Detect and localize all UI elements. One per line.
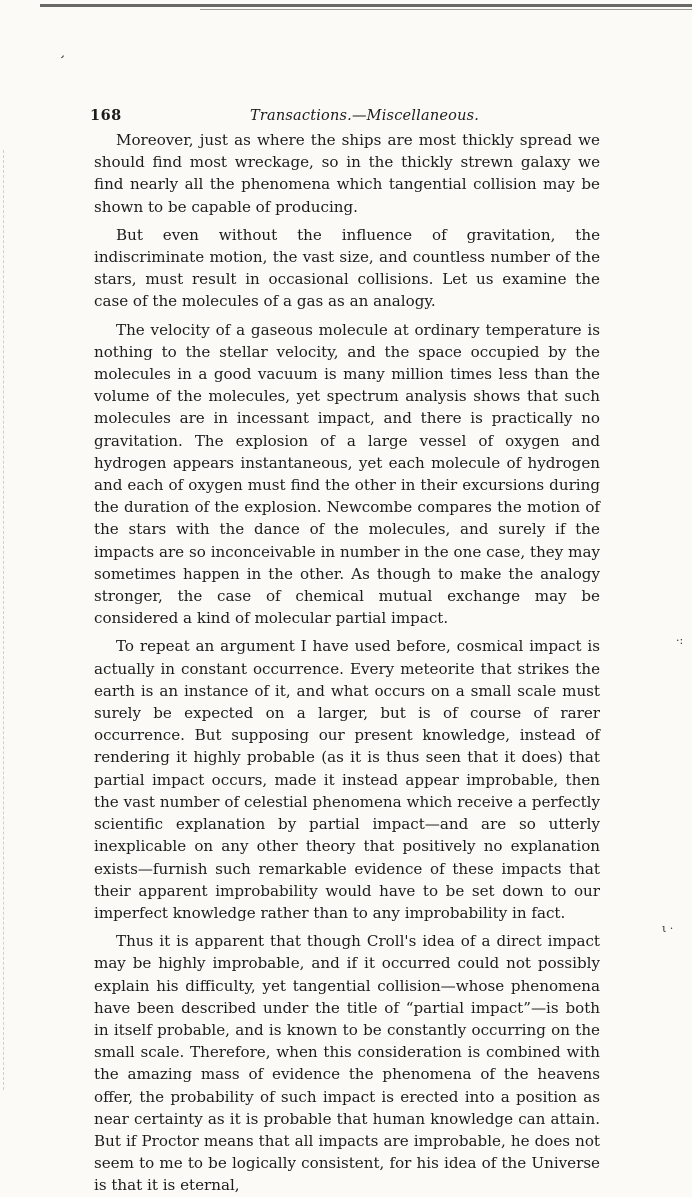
body-text: [94, 129, 600, 1197]
running-title: Transactions.—Miscellaneous.: [250, 108, 480, 124]
ink-speck: ·:: [676, 634, 684, 647]
ink-speck: ι ·: [662, 922, 674, 935]
margin-specks: [3, 150, 6, 1090]
paragraph: To repeat an argument I have used before, cosmical impact is actually in constant occurrence. Every meteorite that strikes the earth is an instance of it, and what occurs on a small scale must surely be expected on a larger, but is of course of rarer occurrence. But supposing our present knowledge, instead of rendering it highly probable (as it is thus seen that it does) that partial impact occurs, made it instead appear improbable, then the vast number of celestial phenomena which receive a perfectly scientific explanation by partial impact—and are so utterly inexplicable on any other theory that positively no explanation exists—furnish such remarkable evidence of these impacts that their apparent improbability would have to be set down to our imperfect knowledge rather than to any improbability in fact.: [94, 637, 600, 922]
top-rule: [40, 4, 692, 7]
paragraph: Moreover, just as where the ships are most thickly spread we should find most wreckage, so in the thickly strewn galaxy we find nearly all the phenomena which tangential collision may be shown to be capable of producing.: [94, 131, 600, 216]
top-rule-thin: [200, 9, 692, 10]
paragraph: The velocity of a gaseous molecule at ordinary temperature is nothing to the stellar velocity, and the space occupied by the molecules in a good vacuum is many million times less than the volume of the molecules, yet spectrum analysis shows that such molecules are in incessant impact, and there is practically no gravitation. The explosion of a large vessel of oxygen and hydrogen appears instantaneous, yet each molecule of hydrogen and each of oxygen must find the other in their excursions during the duration of the explosion. Newcombe compares the motion of the stars with the dance of the molecules, and surely if the impacts are so inconceivable in number in the one case, they may sometimes happen in the other. As though to make the analogy stronger, the case of chemical mutual exchange may be considered a kind of molecular partial impact.: [94, 320, 600, 628]
paragraph: Thus it is apparent that though Croll's idea of a direct impact may be highly improbable, and if it occurred could not possibly explain his difficulty, yet tangential collision—whose phenomena have been described under the title of “partial impact”—is both in itself probable, and is known to be constantly occurring on the small scale. Therefore, when this consideration is combined with the amazing mass of evidence the phenomena of the heavens offer, the probability of such impact is erected into a position as near certainty as it is probable that human knowledge can attain. But if Proctor means that all impacts are improbable, he does not seem to me to be logically consistent, for his idea of the Universe is that it is eternal,: [94, 932, 600, 1195]
stray-mark: ,: [59, 45, 69, 62]
page-number: 168: [90, 107, 122, 124]
paragraph: But even without the influence of gravitation, the indiscriminate motion, the vast size, and countless number of the stars, must result in occasional collisions. Let us examine the case of the molecules of a gas as an analogy.: [94, 225, 600, 311]
